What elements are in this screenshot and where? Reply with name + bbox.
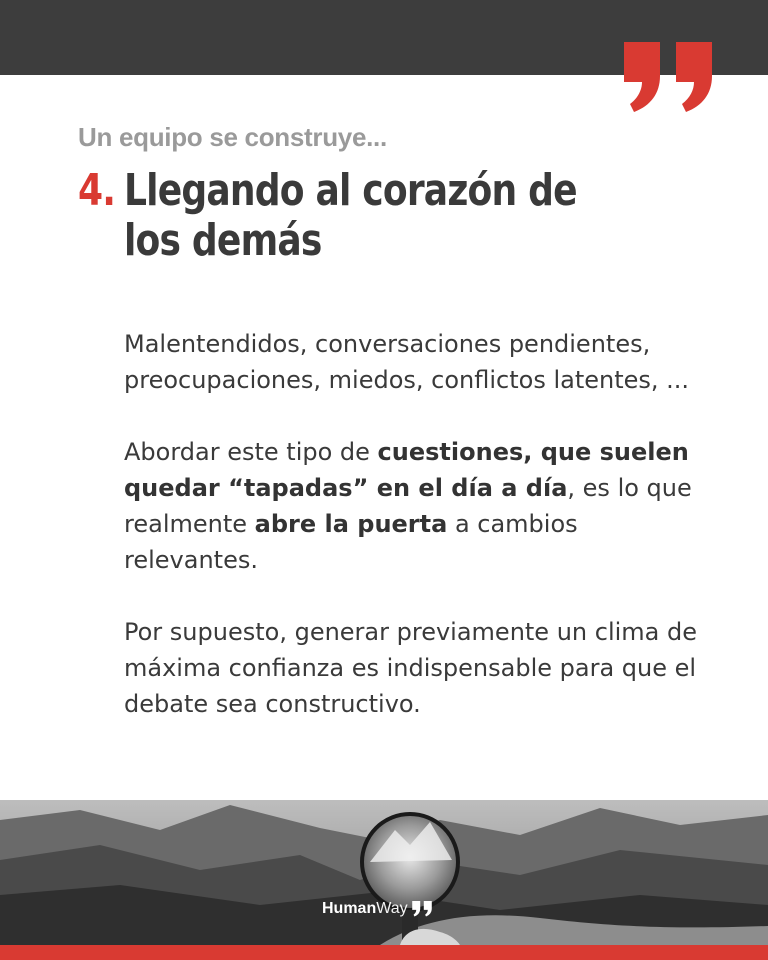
landscape-image <box>0 800 768 945</box>
title-line-2: los demás <box>124 215 322 266</box>
logo-word-way: Way <box>376 900 408 917</box>
bottom-bar <box>0 945 768 960</box>
logo-quote-icon <box>411 901 433 917</box>
logo-word-human: Human <box>322 900 377 917</box>
paragraph-1: Malentendidos, conversaciones pendientes, preocupaciones, miedos, conflictos latentes, ... <box>124 330 690 394</box>
paragraph-2 <box>124 434 704 578</box>
closing-quote-icon <box>620 42 716 114</box>
humanway-logo <box>322 898 433 920</box>
title-line-1: Llegando al corazón de <box>124 165 577 216</box>
title-text <box>124 166 616 266</box>
title-number: 4. <box>78 165 116 216</box>
p2-bold-2: abre la puerta <box>254 510 448 538</box>
p2-part-a: Abordar este tipo de <box>124 438 378 466</box>
paragraph-3: Por supuesto, generar previamente un clima de máxima confianza es indispensable para que el debate sea constructivo. <box>124 618 697 718</box>
p2-bold-1: cuestiones, que suelen quedar “tapadas” en el día a día <box>124 438 689 502</box>
p2-part-c: , es lo que realmente <box>124 474 692 538</box>
body-text <box>124 326 704 758</box>
p2-part-e: a cambios relevantes. <box>124 510 578 574</box>
mountain-photo <box>0 800 768 945</box>
kicker-text: Un equipo se construye... <box>78 122 387 152</box>
